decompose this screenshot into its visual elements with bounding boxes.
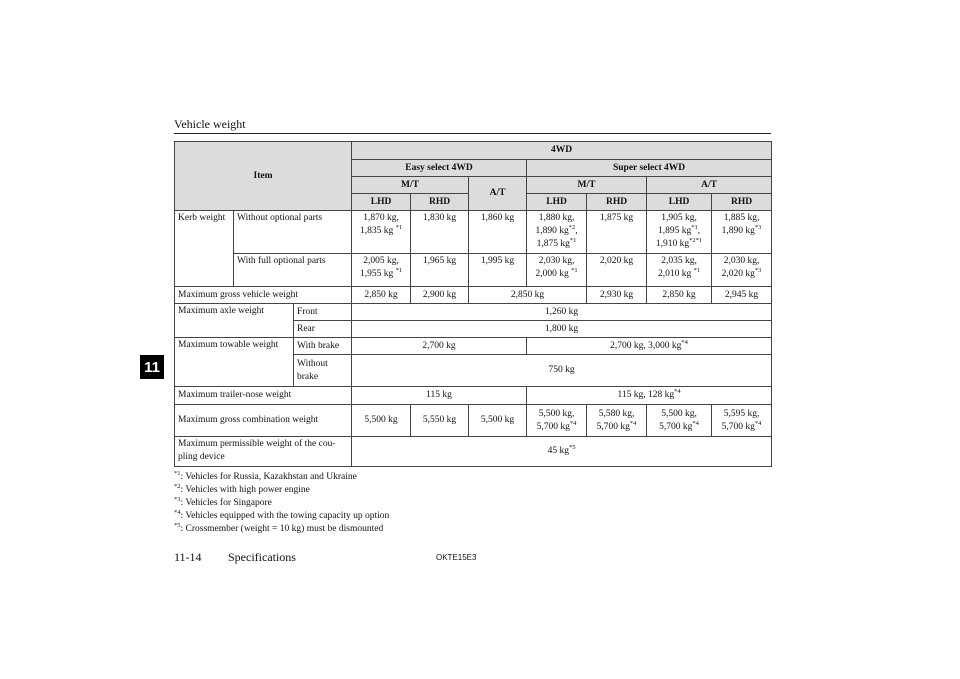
without-optional-label: Without optional parts <box>234 211 352 254</box>
footnote: $^{*3}$: Vehicles for Singapore <box>174 495 272 508</box>
table-cell: 45 $kg^{*5}$ <box>352 437 772 467</box>
table-cell: 2,900 kg <box>411 287 469 304</box>
rhd-header: RHD <box>587 194 647 211</box>
max-trailer-nose-weight-label: Maximum trailer-nose weight <box>175 387 352 405</box>
page-header-title: Vehicle weight <box>174 117 246 131</box>
table-cell: 1,870 kg, 1,835 kg $^{*1}$ <box>352 211 411 254</box>
footnotes <box>174 471 389 536</box>
table-row <box>175 211 772 254</box>
item-header: Item <box>175 142 352 211</box>
vehicle-weight-table <box>174 141 772 467</box>
super-mt-header: M/T <box>527 177 647 194</box>
document-code: OKTE15E3 <box>436 553 477 562</box>
table-row <box>175 287 772 304</box>
table-row <box>175 437 772 467</box>
table-cell: 2,700 kg, 3,000 $kg^{*4}$ <box>527 338 772 355</box>
table-cell: 2,850 kg <box>352 287 411 304</box>
table-cell: 2,030 kg, 2,020 $kg^{*3}$ <box>712 254 772 287</box>
table-cell: 2,035 kg, 2,010 kg $^{*1}$ <box>647 254 712 287</box>
table-cell: 1,965 kg <box>411 254 469 287</box>
table-cell: 1,905 kg, 1,895 $kg^{*1}$, 1,910 $kg^{*2*1}$ <box>647 211 712 254</box>
max-gross-vehicle-weight-label: Maximum gross vehicle weight <box>175 287 352 304</box>
lhd-header: LHD <box>527 194 587 211</box>
kerb-weight-label: Kerb weight <box>175 211 234 287</box>
table-cell: 1,860 kg <box>469 211 527 254</box>
easy-mt-header: M/T <box>352 177 469 194</box>
without-brake-label: Without brake <box>294 355 352 387</box>
table-cell: 2,005 kg, 1,955 kg $^{*1}$ <box>352 254 411 287</box>
table-row <box>175 254 772 287</box>
table-cell: 2,850 kg <box>647 287 712 304</box>
with-brake-label: With brake <box>294 338 352 355</box>
table-cell: 1,995 kg <box>469 254 527 287</box>
table-cell: 1,800 kg <box>352 321 772 338</box>
rear-label: Rear <box>294 321 352 338</box>
table-cell: 1,260 kg <box>352 304 772 321</box>
table-cell: 1,830 kg <box>411 211 469 254</box>
table-row <box>175 387 772 405</box>
header-rule <box>174 133 771 134</box>
footnote: $^{*2}$: Vehicles with high power engine <box>174 482 310 495</box>
table-cell: 115 kg <box>352 387 527 405</box>
max-coupling-weight-label: Maximum permissible weight of the cou-pling device <box>175 437 352 467</box>
chapter-tab: 11 <box>140 355 164 379</box>
super-select-header: Super select 4WD <box>527 160 772 177</box>
table-cell: 5,595 kg, 5,700 $kg^{*4}$ <box>712 405 772 437</box>
table-row <box>175 304 772 321</box>
table-row <box>175 338 772 355</box>
footnote: $^{*5}$: Crossmember (weight = 10 kg) must be dismounted <box>174 521 384 534</box>
table-cell: 1,880 kg, 1,890 $kg^{*2}$, 1,875 $kg^{*1}$ <box>527 211 587 254</box>
table-cell: 1,885 kg, 1,890 $kg^{*3}$ <box>712 211 772 254</box>
table-cell: 1,875 kg <box>587 211 647 254</box>
easy-select-header: Easy select 4WD <box>352 160 527 177</box>
max-axle-weight-label: Maximum axle weight <box>175 304 294 338</box>
4wd-header: 4WD <box>352 142 772 160</box>
footnote: $^{*4}$: Vehicles equipped with the towing capacity up option <box>174 508 390 521</box>
table-cell: 5,550 kg <box>411 405 469 437</box>
table-cell: 115 kg, 128 $kg^{*4}$ <box>527 387 772 405</box>
table-cell: 2,930 kg <box>587 287 647 304</box>
lhd-header: LHD <box>647 194 712 211</box>
footnote: $^{*1}$: Vehicles for Russia, Kazakhstan and Ukraine <box>174 469 357 482</box>
page-number: 11-14 <box>174 550 202 564</box>
super-at-header: A/T <box>647 177 772 194</box>
table-cell: 2,020 kg <box>587 254 647 287</box>
table-cell: 2,700 kg <box>352 338 527 355</box>
rhd-header: RHD <box>411 194 469 211</box>
table-cell: 750 kg <box>352 355 772 387</box>
table-cell: 2,030 kg, 2,000 kg $^{*1}$ <box>527 254 587 287</box>
table-cell: 5,500 kg <box>352 405 411 437</box>
lhd-header: LHD <box>352 194 411 211</box>
front-label: Front <box>294 304 352 321</box>
table-cell: 2,945 kg <box>712 287 772 304</box>
table-row <box>175 405 772 437</box>
table-cell: 5,580 kg, 5,700 $kg^{*4}$ <box>587 405 647 437</box>
easy-at-header: A/T <box>469 177 527 211</box>
with-full-optional-label: With full optional parts <box>234 254 352 287</box>
max-towable-weight-label: Maximum towable weight <box>175 338 294 387</box>
max-gross-combination-weight-label: Maximum gross combination weight <box>175 405 352 437</box>
table-cell: 5,500 kg <box>469 405 527 437</box>
table-cell: 5,500 kg, 5,700 $kg^{*4}$ <box>527 405 587 437</box>
table-cell: 5,500 kg, 5,700 $kg^{*4}$ <box>647 405 712 437</box>
rhd-header: RHD <box>712 194 772 211</box>
table-cell: 2,850 kg <box>469 287 587 304</box>
section-name: Specifications <box>228 550 296 564</box>
